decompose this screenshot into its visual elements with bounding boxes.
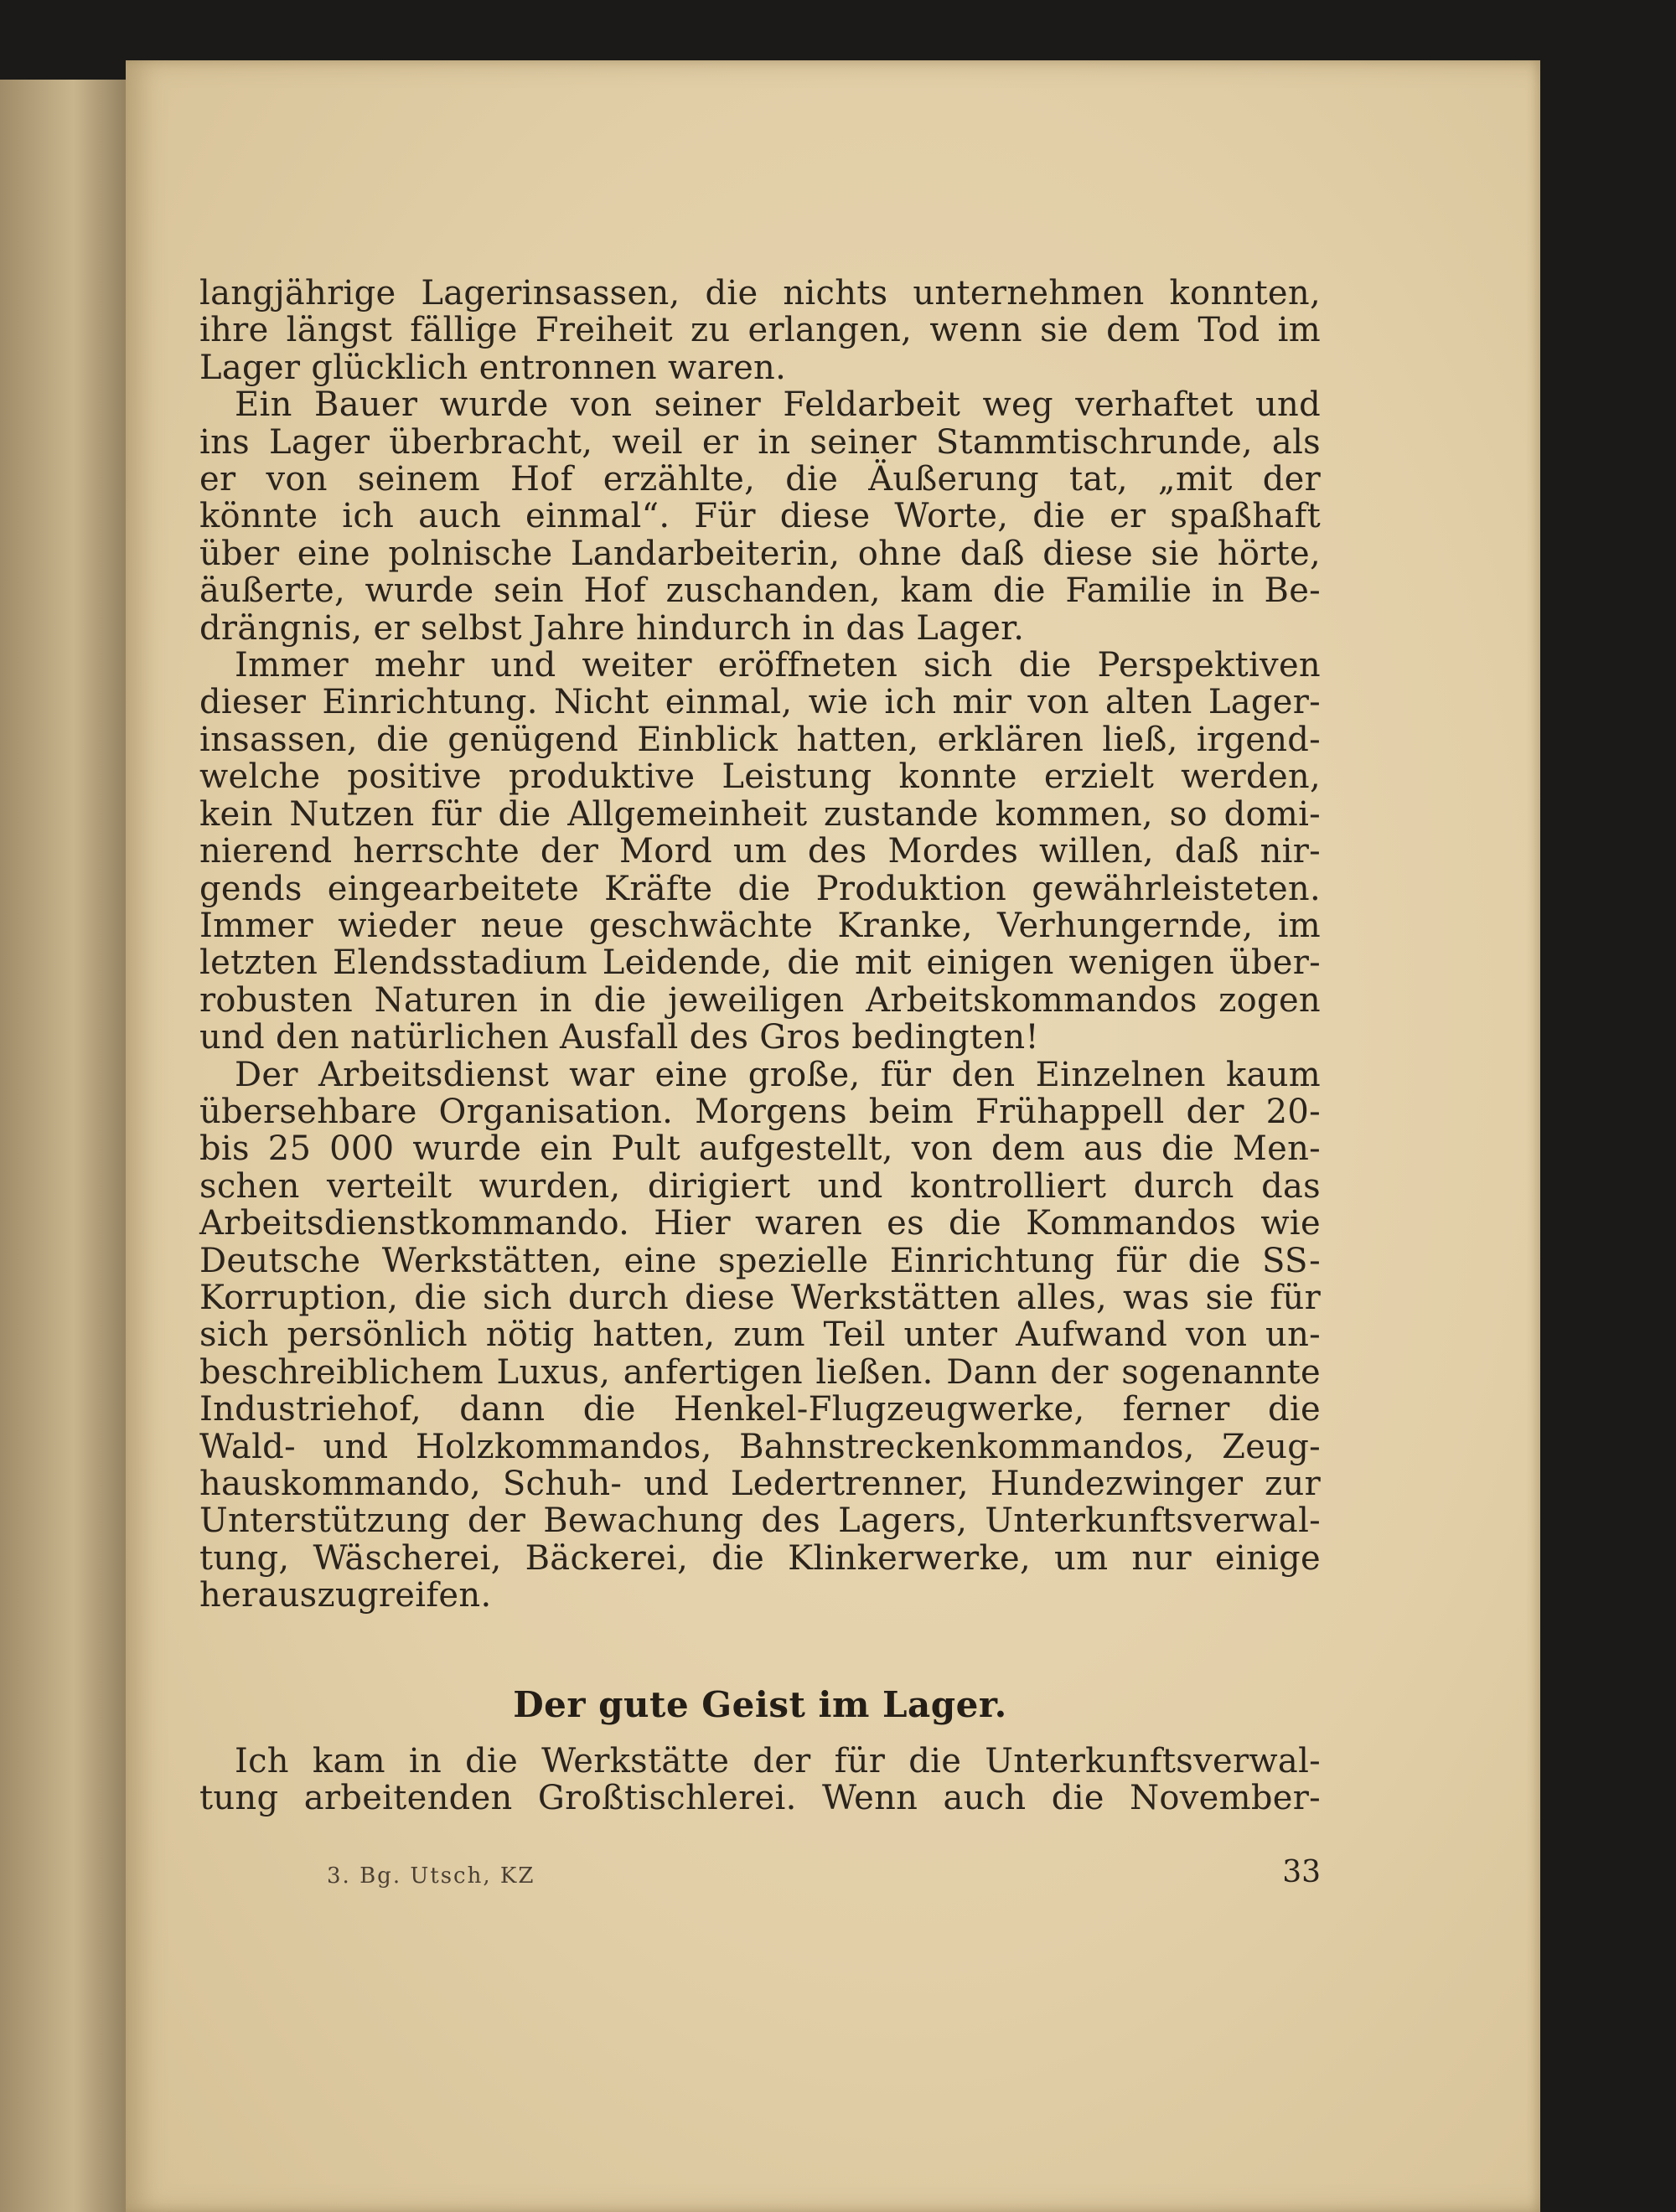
- text-line: schen verteilt wurden, dirigiert und kontrolliert durch das: [199, 1166, 1321, 1206]
- text-line: könnte ich auch einmal“. Für diese Worte, die er spaßhaft: [199, 497, 1321, 536]
- text-line: beschreiblichem Luxus, anfertigen ließen. Dann der sogenannte: [199, 1352, 1321, 1392]
- text-line: gends eingearbeitete Kräfte die Produktion gewährleisteten.: [199, 869, 1321, 908]
- text-line: Lager glücklich entronnen waren.: [199, 348, 787, 387]
- printer-signature: 3. Bg. Utsch, KZ: [327, 1863, 535, 1889]
- text-line: äußerte, wurde sein Hof zuschanden, kam die Familie in Be-: [199, 571, 1321, 611]
- paragraph: [199, 386, 1321, 647]
- text-line: langjährige Lagerinsassen, die nichts unternehmen konnten,: [199, 274, 1321, 313]
- text-line: tung arbeitenden Großtischlerei. Wenn auch die November-: [199, 1779, 1321, 1818]
- text-line: ihre längst fällige Freiheit zu erlangen, wenn sie dem Tod im: [199, 311, 1321, 350]
- paragraph: [199, 275, 1321, 386]
- adjacent-page-edge: [0, 80, 134, 2212]
- section-heading: Der gute Geist im Lager.: [513, 1684, 1007, 1725]
- text-line: dieser Einrichtung. Nicht einmal, wie ich mir von alten Lager-: [199, 683, 1321, 722]
- text-line: Ich kam in die Werkstätte der für die Unterkunftsverwal-: [235, 1742, 1321, 1780]
- text-line: Deutsche Werkstätten, eine spezielle Einrichtung für die SS-: [199, 1241, 1321, 1280]
- text-line: über eine polnische Landarbeiterin, ohne daß diese sie hörte,: [199, 534, 1321, 573]
- text-line: kein Nutzen für die Allgemeinheit zustande kommen, so domi-: [199, 794, 1321, 834]
- text-line: Korruption, die sich durch diese Werkstätten alles, was sie für: [199, 1278, 1321, 1317]
- text-line: insassen, die genügend Einblick hatten, erklären ließ, irgend-: [199, 720, 1321, 759]
- text-line: hauskommando, Schuh- und Ledertrenner, Hundezwinger zur: [199, 1465, 1321, 1503]
- text-line: welche positive produktive Leistung konnte erzielt werden,: [199, 757, 1321, 797]
- text-line: übersehbare Organisation. Morgens beim Frühappell der 20-: [199, 1092, 1321, 1131]
- text-line: robusten Naturen in die jeweiligen Arbeitskommandos zogen: [199, 980, 1321, 1020]
- text-line: bis 25 000 wurde ein Pult aufgestellt, von dem aus die Men-: [199, 1129, 1321, 1169]
- text-line: letzten Elendsstadium Leidende, die mit einigen wenigen über-: [199, 943, 1321, 983]
- text-line: Wald- und Holzkommandos, Bahnstreckenkommandos, Zeug-: [199, 1427, 1321, 1466]
- text-line: und den natürlichen Ausfall des Gros bedingten!: [199, 1018, 1039, 1057]
- text-line: nierend herrschte der Mord um des Mordes willen, daß nir-: [199, 832, 1321, 871]
- text-line: Industriehof, dann die Henkel-Flugzeugwerke, ferner die: [199, 1390, 1321, 1429]
- text-line: Arbeitsdienstkommando. Hier waren es die Kommandos wie: [199, 1204, 1321, 1243]
- text-line: sich persönlich nötig hatten, zum Teil unter Aufwand von un-: [199, 1315, 1321, 1355]
- text-line: Der Arbeitsdienst war eine große, für den Einzelnen kaum: [235, 1055, 1321, 1094]
- text-line: Immer wieder neue geschwächte Kranke, Verhungernde, im: [199, 906, 1321, 945]
- text-line: herauszugreifen.: [199, 1576, 492, 1615]
- text-line: drängnis, er selbst Jahre hindurch in das Lager.: [199, 608, 1025, 648]
- text-line: tung, Wäscherei, Bäckerei, die Klinkerwerke, um nur einige: [199, 1538, 1321, 1578]
- page-number: 33: [1282, 1855, 1321, 1889]
- text-line: ins Lager überbracht, weil er in seiner Stammtischrunde, als: [199, 422, 1321, 462]
- text-line: Immer mehr und weiter eröffneten sich die Perspektiven: [235, 646, 1321, 685]
- text-line: er von seinem Hof erzählte, die Äußerung tat, „mit der: [199, 460, 1321, 499]
- body-text: [199, 275, 1321, 1615]
- text-line: Ein Bauer wurde von seiner Feldarbeit weg verhaftet und: [235, 385, 1321, 425]
- paragraph: [199, 1057, 1321, 1615]
- paragraph: [199, 647, 1321, 1056]
- text-line: Unterstützung der Bewachung des Lagers, Unterkunftsverwal-: [199, 1501, 1321, 1541]
- section-body-text: [199, 1743, 1321, 1817]
